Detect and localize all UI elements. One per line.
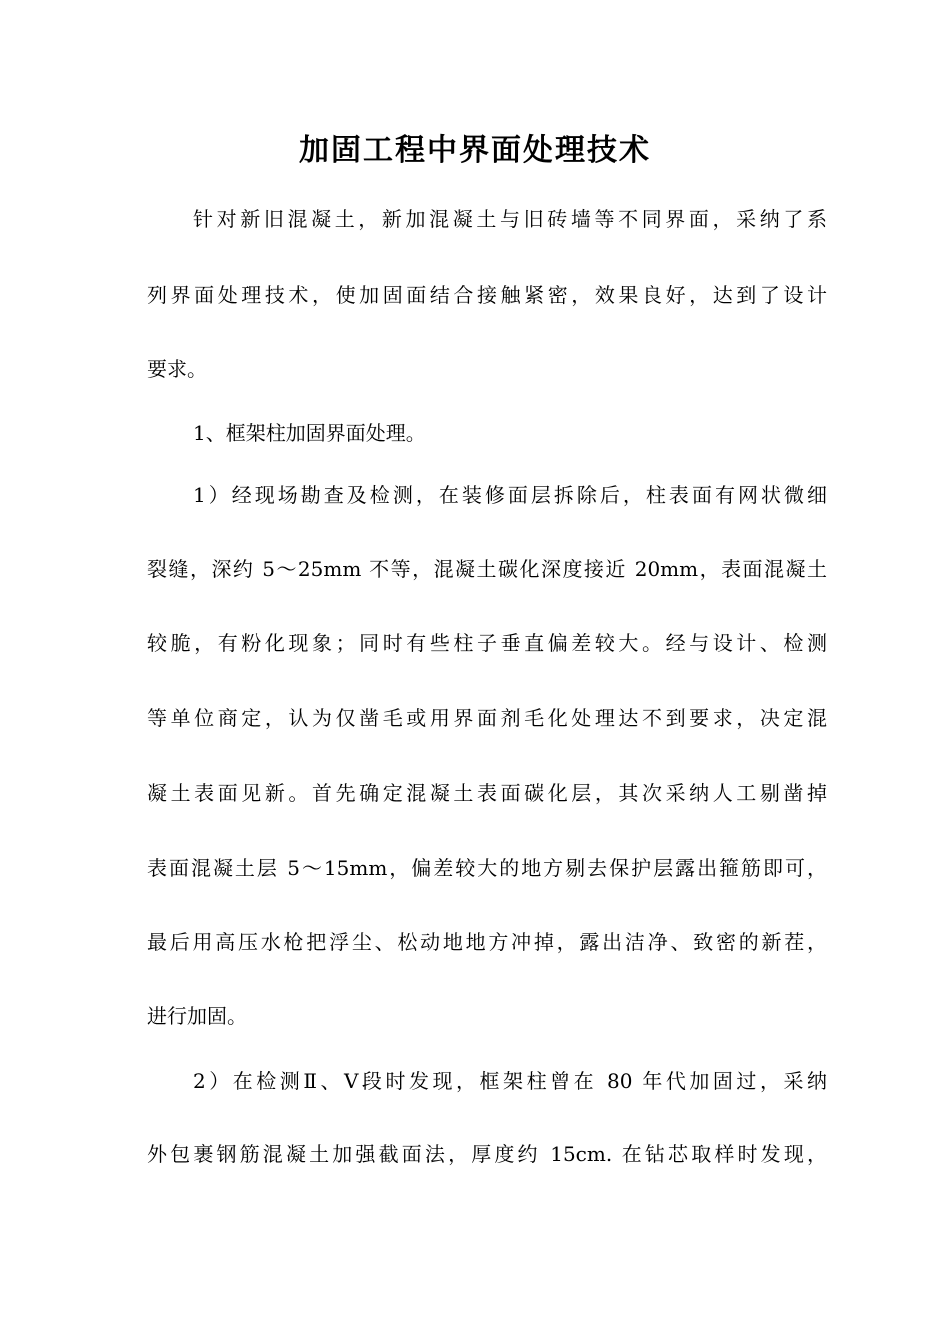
paragraph-line: 等单位商定，认为仅凿毛或用界面剂毛化处理达不到要求，决定混 bbox=[147, 706, 827, 730]
paragraph-line: 进行加固。 bbox=[147, 1004, 247, 1028]
paragraph-line: 要求。 bbox=[147, 357, 207, 381]
paragraph-line: 裂缝，深约 5～25mm 不等，混凝土碳化深度接近 20mm，表面混凝土 bbox=[147, 557, 827, 581]
paragraph-line: 列界面处理技术，使加固面结合接触紧密，效果良好，达到了设计 bbox=[147, 283, 827, 307]
paragraph-line: 表面混凝土层 5～15mm，偏差较大的地方剔去保护层露出箍筋即可， bbox=[147, 856, 827, 880]
section-heading: 1、框架柱加固界面处理。 bbox=[193, 421, 426, 445]
paragraph-line: 2）在检测Ⅱ、Ⅴ段时发现，框架柱曾在 80 年代加固过，采纳 bbox=[193, 1069, 827, 1093]
paragraph-line: 最后用高压水枪把浮尘、松动地地方冲掉，露出洁净、致密的新茬， bbox=[147, 930, 827, 954]
paragraph-line: 外包裹钢筋混凝土加强截面法，厚度约 15cm. 在钻芯取样时发现， bbox=[147, 1142, 827, 1166]
paragraph-line: 较脆，有粉化现象；同时有些柱子垂直偏差较大。经与设计、检测 bbox=[147, 631, 827, 655]
paragraph-line: 1）经现场勘查及检测，在装修面层拆除后，柱表面有网状微细 bbox=[193, 483, 827, 507]
paragraph-line: 凝土表面见新。首先确定混凝土表面碳化层，其次采纳人工剔凿掉 bbox=[147, 781, 827, 805]
paragraph-line: 针对新旧混凝土，新加混凝土与旧砖墙等不同界面，采纳了系 bbox=[193, 207, 827, 231]
document-title: 加固工程中界面处理技术 bbox=[299, 133, 651, 168]
